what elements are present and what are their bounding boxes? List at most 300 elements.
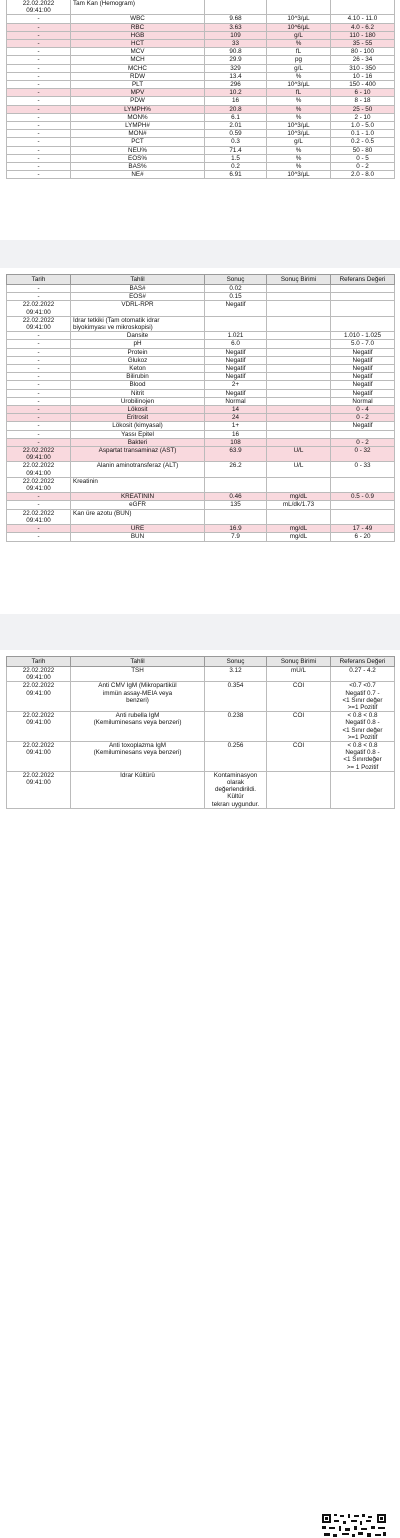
- cell-result: 0.46: [205, 493, 267, 501]
- cell-result: 7.9: [205, 533, 267, 541]
- cell-result: 33: [205, 40, 267, 48]
- cell-test: İdrar Kültürü: [71, 771, 205, 808]
- cell-test: eGFR: [71, 501, 205, 509]
- cell-date: -: [7, 332, 71, 340]
- cell-unit: [267, 389, 331, 397]
- table-row: [7, 525, 395, 533]
- cell-result: 329: [205, 64, 267, 72]
- cell-unit: %: [267, 72, 331, 80]
- cell-date: -: [7, 293, 71, 301]
- cell-result: 0.02: [205, 285, 267, 293]
- header-test: Tahlil: [71, 275, 205, 285]
- cell-unit: mg/dL: [267, 533, 331, 541]
- cell-unit: pg: [267, 56, 331, 64]
- cell-test: RBC: [71, 23, 205, 31]
- table-row: [7, 40, 395, 48]
- cell-test: MON%: [71, 113, 205, 121]
- cell-unit: %: [267, 40, 331, 48]
- cell-date: -: [7, 533, 71, 541]
- cell-unit: COI: [267, 682, 331, 712]
- cell-date: -: [7, 381, 71, 389]
- cell-test: Anti toxoplazma IgM (Kemiluminesans veya benzeri): [71, 742, 205, 772]
- cell-ref: 50 - 80: [331, 146, 395, 154]
- cell-result: 0.3: [205, 138, 267, 146]
- cell-ref: 0 - 32: [331, 447, 395, 462]
- cell-test: BAS%: [71, 163, 205, 171]
- cell-unit: %: [267, 146, 331, 154]
- cell-unit: g/L: [267, 138, 331, 146]
- cell-ref: 0 - 33: [331, 462, 395, 477]
- cell-unit: [267, 438, 331, 446]
- cell-test: Aspartat transaminaz (AST): [71, 447, 205, 462]
- cell-unit: mg/dL: [267, 493, 331, 501]
- cell-result: [205, 316, 267, 331]
- cell-test: Lökosit (kimyasal): [71, 422, 205, 430]
- table-row: [7, 462, 395, 477]
- cell-date: -: [7, 373, 71, 381]
- cell-date: 22.02.2022 09:41:00: [7, 509, 71, 524]
- cell-date: -: [7, 31, 71, 39]
- cell-result: 10.2: [205, 89, 267, 97]
- cell-ref: 4.10 - 11.0: [331, 15, 395, 23]
- table-row: [7, 72, 395, 80]
- cell-test: Dansite: [71, 332, 205, 340]
- qr-code-icon: [320, 1512, 388, 1538]
- table-row: [7, 771, 395, 808]
- cell-unit: [267, 477, 331, 492]
- cell-date: 22.02.2022 09:41:00: [7, 301, 71, 316]
- table-row: [7, 23, 395, 31]
- table-row: [7, 447, 395, 462]
- cell-date: -: [7, 414, 71, 422]
- cell-ref: 1.0 - 5.0: [331, 122, 395, 130]
- cell-date: -: [7, 397, 71, 405]
- cell-test: MCHC: [71, 64, 205, 72]
- cell-test: PLT: [71, 81, 205, 89]
- cell-unit: 10^3/µL: [267, 130, 331, 138]
- cell-result: 90.8: [205, 48, 267, 56]
- cell-result: 20.8: [205, 105, 267, 113]
- cell-unit: [267, 430, 331, 438]
- cell-unit: %: [267, 113, 331, 121]
- cell-ref: < 0.8 < 0.8 Negatif 0.8 - <1 Sınırdeğer >= 1 Pozitif: [331, 742, 395, 772]
- cell-date: 22.02.2022 09:41:00: [7, 477, 71, 492]
- cell-unit: [267, 0, 331, 15]
- table-row: [7, 81, 395, 89]
- cell-test: NE#: [71, 171, 205, 179]
- cell-unit: [267, 406, 331, 414]
- cell-unit: U/L: [267, 447, 331, 462]
- table-row: [7, 154, 395, 162]
- cell-test: Glukoz: [71, 356, 205, 364]
- cell-test: PDW: [71, 97, 205, 105]
- cell-test: EOS%: [71, 154, 205, 162]
- cell-date: -: [7, 356, 71, 364]
- cell-date: -: [7, 348, 71, 356]
- cell-unit: [267, 373, 331, 381]
- cell-date: -: [7, 285, 71, 293]
- cell-test: MPV: [71, 89, 205, 97]
- cell-ref: 10 - 16: [331, 72, 395, 80]
- cell-unit: %: [267, 105, 331, 113]
- cell-ref: [331, 509, 395, 524]
- cell-result: 1.021: [205, 332, 267, 340]
- cell-ref: 150 - 400: [331, 81, 395, 89]
- cell-date: 22.02.2022 09:41:00: [7, 0, 71, 15]
- cell-date: -: [7, 48, 71, 56]
- cell-result: [205, 477, 267, 492]
- table-row: [7, 742, 395, 772]
- table-header: [7, 657, 395, 667]
- cell-unit: 10^3/µL: [267, 171, 331, 179]
- cell-date: 22.02.2022 09:41:00: [7, 771, 71, 808]
- cell-result: 3.63: [205, 23, 267, 31]
- cell-ref: Negatif: [331, 422, 395, 430]
- cell-result: Negatif: [205, 356, 267, 364]
- cell-ref: Normal: [331, 397, 395, 405]
- cell-date: -: [7, 89, 71, 97]
- cell-test: Yassı Epitel: [71, 430, 205, 438]
- cell-test: TSH: [71, 667, 205, 682]
- cell-unit: 10^6/µL: [267, 23, 331, 31]
- cell-test: RDW: [71, 72, 205, 80]
- cell-date: -: [7, 365, 71, 373]
- cell-test: MCV: [71, 48, 205, 56]
- cell-ref: 0.27 - 4.2: [331, 667, 395, 682]
- cell-ref: 1.010 - 1.025: [331, 332, 395, 340]
- cell-date: -: [7, 154, 71, 162]
- cell-ref: 0 - 5: [331, 154, 395, 162]
- cell-unit: U/L: [267, 462, 331, 477]
- cell-test: MCH: [71, 56, 205, 64]
- cell-ref: [331, 285, 395, 293]
- cell-test: NEU%: [71, 146, 205, 154]
- cell-unit: 10^3/µL: [267, 81, 331, 89]
- header-result: Sonuç: [205, 275, 267, 285]
- cell-ref: [331, 771, 395, 808]
- table-row: [7, 285, 395, 293]
- cell-unit: g/L: [267, 31, 331, 39]
- cell-date: -: [7, 97, 71, 105]
- cell-result: 0.59: [205, 130, 267, 138]
- cell-test: Bakteri: [71, 438, 205, 446]
- cell-date: -: [7, 105, 71, 113]
- cell-unit: [267, 348, 331, 356]
- cell-test: PCT: [71, 138, 205, 146]
- cell-ref: [331, 501, 395, 509]
- table-row: [7, 348, 395, 356]
- table-row: [7, 138, 395, 146]
- table-row: [7, 0, 395, 15]
- cell-result: 24: [205, 414, 267, 422]
- table-row: [7, 365, 395, 373]
- table-row: [7, 533, 395, 541]
- table-row: [7, 397, 395, 405]
- cell-unit: [267, 381, 331, 389]
- cell-test: HGB: [71, 31, 205, 39]
- table-row: [7, 171, 395, 179]
- cell-date: 22.02.2022 09:41:00: [7, 447, 71, 462]
- cell-ref: 0.1 - 1.0: [331, 130, 395, 138]
- results-table-1: [6, 0, 395, 179]
- cell-result: 135: [205, 501, 267, 509]
- cell-result: Negatif: [205, 348, 267, 356]
- cell-test: LYMPH%: [71, 105, 205, 113]
- cell-ref: 0.2 - 0.5: [331, 138, 395, 146]
- cell-date: 22.02.2022 09:41:00: [7, 667, 71, 682]
- cell-date: 22.02.2022 09:41:00: [7, 682, 71, 712]
- results-table-3: [6, 656, 395, 809]
- table-header: [7, 275, 395, 285]
- cell-ref: 4.0 - 6.2: [331, 23, 395, 31]
- cell-test: ÜRE: [71, 525, 205, 533]
- cell-test: MON#: [71, 130, 205, 138]
- cell-result: 109: [205, 31, 267, 39]
- cell-test: İdrar tetkiki (Tam otomatik idrar biyokimyası ve mikroskopisi): [71, 316, 205, 331]
- cell-date: -: [7, 493, 71, 501]
- cell-date: 22.02.2022 09:41:00: [7, 712, 71, 742]
- header-ref: Referans Değeri: [331, 275, 395, 285]
- cell-result: 0.2: [205, 163, 267, 171]
- cell-ref: 0 - 2: [331, 438, 395, 446]
- cell-ref: 110 - 180: [331, 31, 395, 39]
- cell-result: Negatif: [205, 389, 267, 397]
- table-row: [7, 667, 395, 682]
- cell-result: 0.256: [205, 742, 267, 772]
- table-row: [7, 15, 395, 23]
- cell-date: -: [7, 389, 71, 397]
- cell-unit: fL: [267, 48, 331, 56]
- cell-ref: 0.5 - 0.9: [331, 493, 395, 501]
- cell-result: 108: [205, 438, 267, 446]
- header-result: Sonuç: [205, 657, 267, 667]
- cell-test: Eritrosit: [71, 414, 205, 422]
- table-row: [7, 48, 395, 56]
- cell-ref: 6 - 20: [331, 533, 395, 541]
- cell-result: 71.4: [205, 146, 267, 154]
- cell-ref: [331, 293, 395, 301]
- cell-result: 63.9: [205, 447, 267, 462]
- cell-unit: fL: [267, 89, 331, 97]
- cell-ref: Negatif: [331, 389, 395, 397]
- header-date: Tarih: [7, 657, 71, 667]
- results-table-2: [6, 274, 395, 542]
- cell-unit: [267, 301, 331, 316]
- cell-test: Lökosit: [71, 406, 205, 414]
- cell-result: 26.2: [205, 462, 267, 477]
- cell-result: 0.354: [205, 682, 267, 712]
- table-row: [7, 105, 395, 113]
- cell-date: -: [7, 40, 71, 48]
- cell-test: Nitrit: [71, 389, 205, 397]
- cell-test: Kan üre azotu (BUN): [71, 509, 205, 524]
- cell-ref: 0 - 2: [331, 414, 395, 422]
- header-unit: Sonuç Birimi: [267, 657, 331, 667]
- cell-ref: 0 - 2: [331, 163, 395, 171]
- cell-ref: 25 - 50: [331, 105, 395, 113]
- cell-result: 16.9: [205, 525, 267, 533]
- cell-unit: mg/dL: [267, 525, 331, 533]
- cell-date: -: [7, 138, 71, 146]
- table-row: [7, 373, 395, 381]
- cell-unit: [267, 332, 331, 340]
- table-row: [7, 438, 395, 446]
- cell-result: 13.4: [205, 72, 267, 80]
- cell-date: -: [7, 525, 71, 533]
- cell-test: Anti CMV IgM (Mikropartikül immün assay-MEIA veya benzeri): [71, 682, 205, 712]
- page-section-1: [0, 0, 400, 240]
- cell-date: -: [7, 130, 71, 138]
- cell-test: LYMPH#: [71, 122, 205, 130]
- cell-unit: [267, 285, 331, 293]
- cell-result: 3.12: [205, 667, 267, 682]
- cell-unit: %: [267, 154, 331, 162]
- table-row: [7, 381, 395, 389]
- cell-ref: Negatif: [331, 381, 395, 389]
- cell-unit: %: [267, 163, 331, 171]
- cell-unit: [267, 293, 331, 301]
- cell-unit: COI: [267, 742, 331, 772]
- cell-date: -: [7, 422, 71, 430]
- cell-result: Kontaminasyon olarak değerlendirildi. Kültür tekrarı uygundur.: [205, 771, 267, 808]
- table-row: [7, 414, 395, 422]
- cell-result: [205, 509, 267, 524]
- cell-test: BAS#: [71, 285, 205, 293]
- table-row: [7, 122, 395, 130]
- cell-ref: Negatif: [331, 348, 395, 356]
- cell-unit: COI: [267, 712, 331, 742]
- header-ref: Referans Değeri: [331, 657, 395, 667]
- cell-date: -: [7, 430, 71, 438]
- cell-date: -: [7, 122, 71, 130]
- cell-date: -: [7, 406, 71, 414]
- cell-result: 14: [205, 406, 267, 414]
- cell-unit: %: [267, 97, 331, 105]
- table-row: [7, 64, 395, 72]
- header-date: Tarih: [7, 275, 71, 285]
- cell-test: Keton: [71, 365, 205, 373]
- cell-unit: [267, 414, 331, 422]
- cell-ref: 2.0 - 8.0: [331, 171, 395, 179]
- cell-result: [205, 0, 267, 15]
- cell-date: -: [7, 438, 71, 446]
- table-row: [7, 146, 395, 154]
- cell-result: 9.68: [205, 15, 267, 23]
- cell-result: 6.0: [205, 340, 267, 348]
- cell-test: Tam Kan (Hemogram): [71, 0, 205, 15]
- cell-result: 0.238: [205, 712, 267, 742]
- table-row: [7, 682, 395, 712]
- cell-date: -: [7, 163, 71, 171]
- cell-date: 22.02.2022 09:41:00: [7, 742, 71, 772]
- table-row: [7, 301, 395, 316]
- table-row: [7, 356, 395, 364]
- cell-unit: [267, 356, 331, 364]
- cell-ref: [331, 301, 395, 316]
- table-row: [7, 712, 395, 742]
- table-row: [7, 163, 395, 171]
- cell-test: KREATİNİN: [71, 493, 205, 501]
- cell-unit: [267, 316, 331, 331]
- cell-test: pH: [71, 340, 205, 348]
- cell-date: 22.02.2022 09:41:00: [7, 462, 71, 477]
- cell-test: Kreatinin: [71, 477, 205, 492]
- table-row: [7, 31, 395, 39]
- cell-test: Blood: [71, 381, 205, 389]
- cell-ref: [331, 0, 395, 15]
- header-unit: Sonuç Birimi: [267, 275, 331, 285]
- cell-ref: 310 - 350: [331, 64, 395, 72]
- table-row: [7, 509, 395, 524]
- cell-ref: [331, 316, 395, 331]
- page-separator: [0, 614, 400, 650]
- table-row: [7, 113, 395, 121]
- cell-result: 29.9: [205, 56, 267, 64]
- header-test: Tahlil: [71, 657, 205, 667]
- cell-unit: mU/L: [267, 667, 331, 682]
- cell-ref: 5.0 - 7.0: [331, 340, 395, 348]
- cell-test: Urobilinojen: [71, 397, 205, 405]
- cell-ref: 0 - 4: [331, 406, 395, 414]
- cell-date: -: [7, 64, 71, 72]
- page-section-3: [0, 650, 400, 888]
- cell-result: 296: [205, 81, 267, 89]
- cell-unit: [267, 397, 331, 405]
- cell-result: 1.5: [205, 154, 267, 162]
- cell-ref: Negatif: [331, 373, 395, 381]
- table-row: [7, 97, 395, 105]
- cell-unit: [267, 509, 331, 524]
- cell-test: Alanin aminotransferaz (ALT): [71, 462, 205, 477]
- cell-test: EOS#: [71, 293, 205, 301]
- cell-unit: 10^3/µL: [267, 15, 331, 23]
- cell-test: HCT: [71, 40, 205, 48]
- table-row: [7, 56, 395, 64]
- table-row: [7, 422, 395, 430]
- cell-unit: [267, 365, 331, 373]
- cell-ref: 26 - 34: [331, 56, 395, 64]
- table-row: [7, 389, 395, 397]
- cell-date: -: [7, 146, 71, 154]
- table-row: [7, 316, 395, 331]
- cell-date: -: [7, 501, 71, 509]
- table-row: [7, 332, 395, 340]
- cell-ref: 6 - 10: [331, 89, 395, 97]
- cell-result: 2+: [205, 381, 267, 389]
- cell-result: 16: [205, 97, 267, 105]
- cell-result: 6.1: [205, 113, 267, 121]
- cell-test: VDRL-RPR: [71, 301, 205, 316]
- table-row: [7, 89, 395, 97]
- cell-result: 0.15: [205, 293, 267, 301]
- cell-result: Normal: [205, 397, 267, 405]
- cell-date: 22.02.2022 09:41:00: [7, 316, 71, 331]
- cell-result: Negatif: [205, 365, 267, 373]
- cell-ref: 35 - 55: [331, 40, 395, 48]
- table-row: [7, 406, 395, 414]
- cell-test: Protein: [71, 348, 205, 356]
- cell-date: -: [7, 113, 71, 121]
- cell-ref: [331, 477, 395, 492]
- table-row: [7, 477, 395, 492]
- cell-date: -: [7, 72, 71, 80]
- cell-unit: mL/dk/1.73: [267, 501, 331, 509]
- cell-date: -: [7, 23, 71, 31]
- cell-test: Bilirubin: [71, 373, 205, 381]
- cell-ref: 8 - 18: [331, 97, 395, 105]
- cell-unit: g/L: [267, 64, 331, 72]
- table-row: [7, 493, 395, 501]
